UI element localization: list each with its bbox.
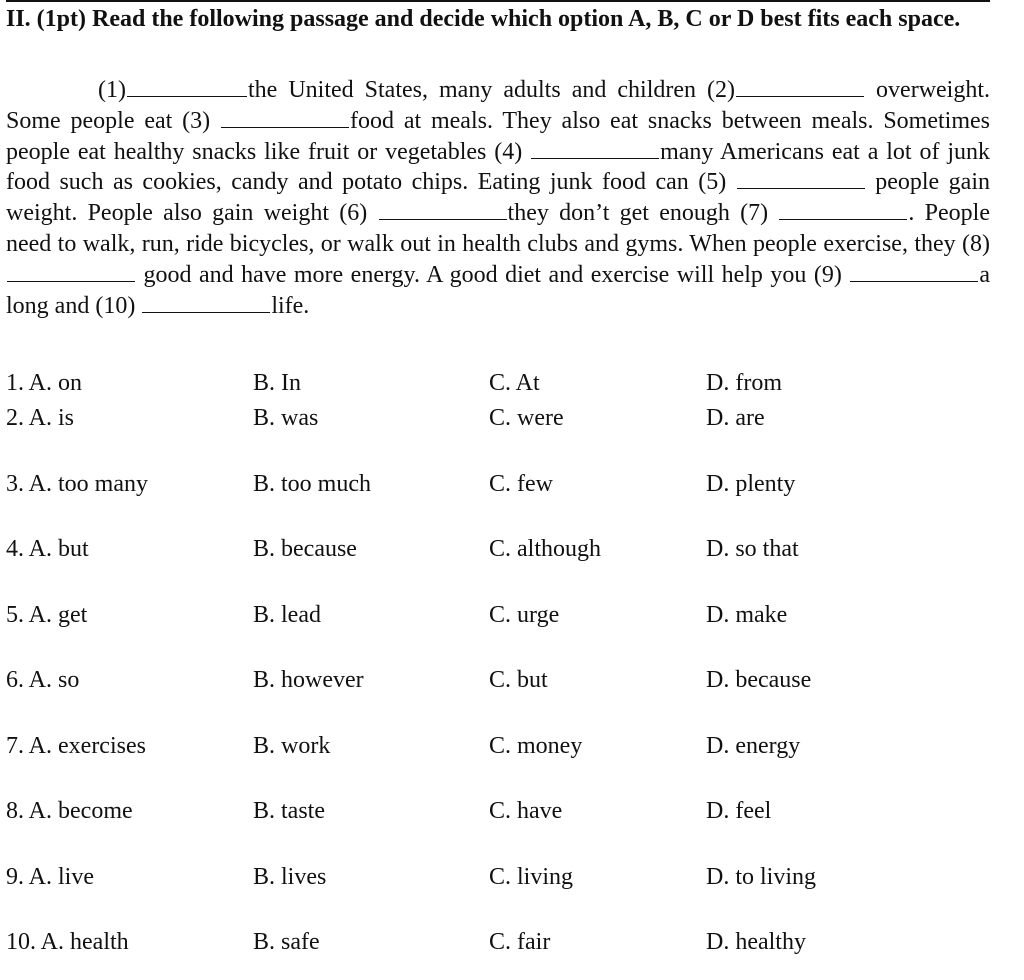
option-b[interactable]: B. lives: [253, 864, 327, 890]
option-d[interactable]: D. healthy: [706, 929, 806, 955]
option-b[interactable]: B. too much: [253, 471, 371, 497]
passage-text: food at meals. They also eat snacks between meals. Sometimes people eat healthy snacks like fruit or vegetables (4): [6, 107, 990, 165]
blank-6[interactable]: [379, 199, 507, 220]
passage-text: life.: [271, 292, 310, 319]
top-rule: [6, 0, 990, 2]
question-row: [6, 368, 990, 398]
option-b[interactable]: B. In: [253, 370, 301, 396]
option-a[interactable]: 3. A. too many: [6, 471, 148, 497]
passage-text: people gain weight. People also gain weight (6): [6, 169, 991, 227]
blank-5[interactable]: [737, 168, 865, 189]
question-row: [6, 600, 990, 630]
option-a[interactable]: 5. A. get: [6, 602, 88, 628]
option-a[interactable]: 9. A. live: [6, 864, 94, 890]
option-b[interactable]: B. lead: [253, 602, 321, 628]
option-a[interactable]: 2. A. is: [6, 405, 75, 431]
option-c[interactable]: C. At: [489, 370, 540, 396]
option-b[interactable]: B. safe: [253, 929, 320, 955]
passage-text: many Americans eat a lot of junk food such as cookies, candy and potato chips. Eating junk food can (5): [6, 138, 990, 196]
blank-10[interactable]: [142, 292, 270, 313]
passage-text: they don’t get enough (7): [507, 200, 779, 227]
passage-text: . People need to walk, run, ride bicycles, or walk out in health clubs and gyms. When people exercise, they (8): [6, 200, 990, 257]
passage-text: (1): [98, 77, 126, 103]
option-b[interactable]: B. was: [253, 405, 319, 431]
option-c[interactable]: C. fair: [489, 929, 551, 955]
option-d[interactable]: D. are: [706, 405, 765, 431]
option-a[interactable]: 8. A. become: [6, 798, 133, 824]
passage-text: a long and (10): [6, 261, 990, 319]
blank-3[interactable]: [221, 107, 349, 128]
option-d[interactable]: D. so that: [706, 536, 799, 562]
question-row: [6, 731, 990, 761]
blank-4[interactable]: [531, 138, 659, 159]
option-c[interactable]: C. money: [489, 733, 583, 759]
option-a[interactable]: 10. A. health: [6, 929, 129, 955]
option-d[interactable]: D. make: [706, 602, 788, 628]
question-row: [6, 403, 990, 433]
option-d[interactable]: D. from: [706, 370, 782, 396]
question-row: [6, 927, 990, 957]
option-a[interactable]: 1. A. on: [6, 370, 83, 396]
blank-7[interactable]: [779, 199, 907, 220]
blank-1[interactable]: [127, 76, 247, 97]
blank-8[interactable]: [7, 261, 135, 282]
passage-text: the United States, many adults and children (2): [247, 77, 736, 103]
option-c[interactable]: C. have: [489, 798, 563, 824]
blank-2[interactable]: [736, 76, 864, 97]
option-a[interactable]: 6. A. so: [6, 667, 80, 693]
blank-9[interactable]: [850, 261, 978, 282]
option-a[interactable]: 4. A. but: [6, 536, 89, 562]
option-d[interactable]: D. to living: [706, 864, 817, 890]
option-c[interactable]: C. living: [489, 864, 574, 890]
option-c[interactable]: C. few: [489, 471, 553, 497]
option-d[interactable]: D. energy: [706, 733, 801, 759]
option-c[interactable]: C. although: [489, 536, 601, 562]
option-c[interactable]: C. but: [489, 667, 548, 693]
section-heading: II. (1pt) Read the following passage and decide which option A, B, C or D best fits each space.: [6, 6, 961, 32]
question-row: [6, 796, 990, 826]
option-d[interactable]: D. feel: [706, 798, 772, 824]
option-b[interactable]: B. because: [253, 536, 357, 562]
question-row: [6, 534, 990, 564]
question-row: [6, 665, 990, 695]
option-b[interactable]: B. work: [253, 733, 331, 759]
option-c[interactable]: C. urge: [489, 602, 560, 628]
option-c[interactable]: C. were: [489, 405, 564, 431]
passage-text: overweight. Some people eat (3): [6, 77, 991, 134]
option-d[interactable]: D. plenty: [706, 471, 796, 497]
passage: [6, 75, 990, 321]
passage-text: good and have more energy. A good diet and exercise will help you (9): [136, 261, 850, 288]
option-b[interactable]: B. taste: [253, 798, 325, 824]
option-d[interactable]: D. because: [706, 667, 812, 693]
question-row: [6, 862, 990, 892]
option-b[interactable]: B. however: [253, 667, 364, 693]
question-row: [6, 469, 990, 499]
option-a[interactable]: 7. A. exercises: [6, 733, 146, 759]
